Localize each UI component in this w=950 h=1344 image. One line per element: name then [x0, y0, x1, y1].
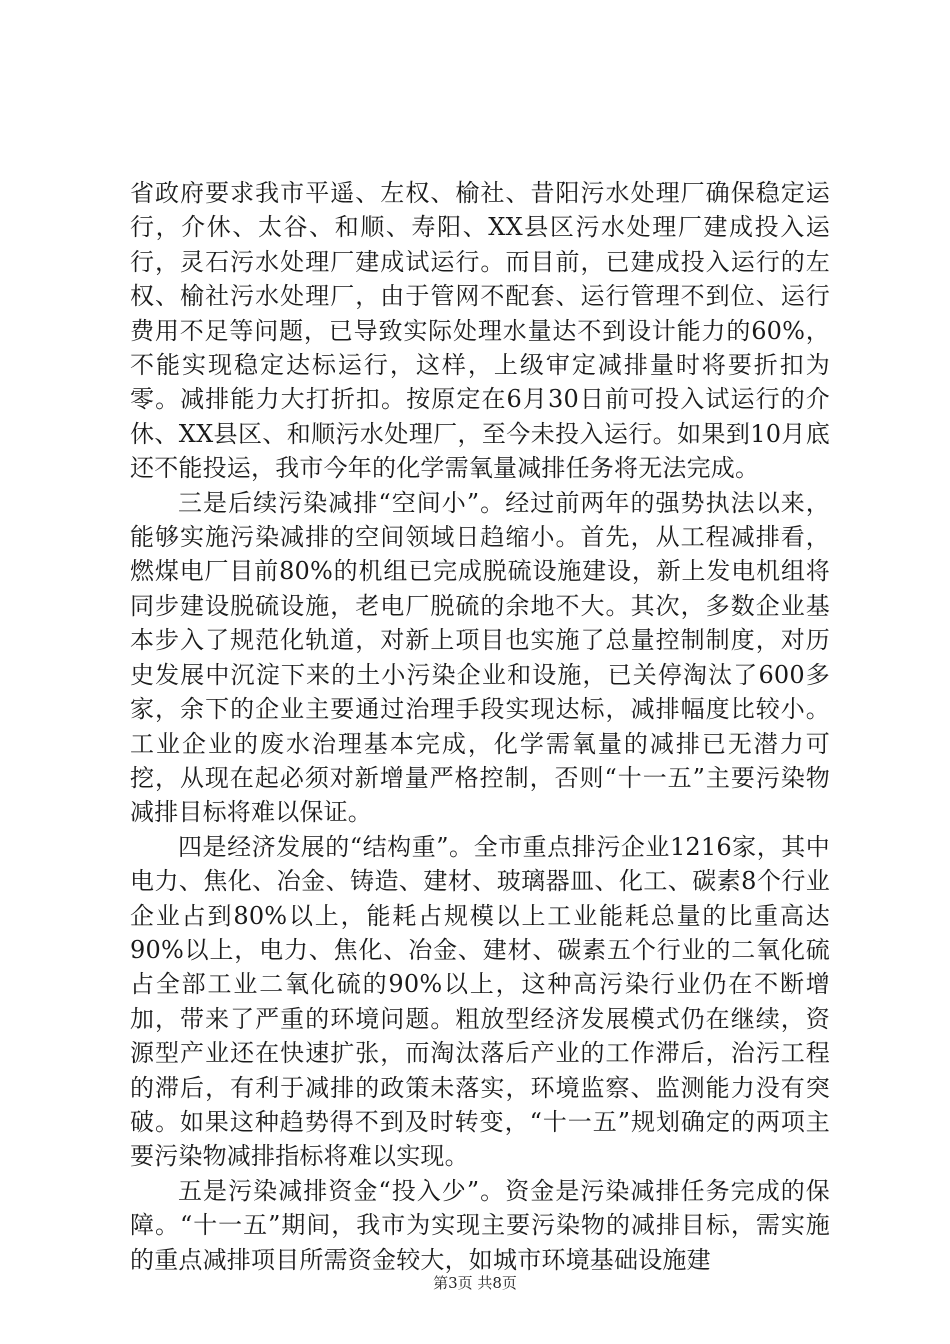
paragraph-continued: 省政府要求我市平遥、左权、榆社、昔阳污水处理厂确保稳定运行，介休、太谷、和顺、寿阳、XX县区污水处理厂建成投入运行，灵石污水处理厂建成试运行。而目前，已建成投入运行的左权、榆社污水处理厂，由于管网不配套、运行管理不到位、运行费用不足等问题，已导致实际处理水量达不到设计能力的60%，不能实现稳定达标运行，这样，上级审定减排量时将要折扣为零。减排能力大打折扣。按原定在6月30日前可投入试运行的介休、XX县区、和顺污水处理厂，至今未投入运行。如果到10月底还不能投运，我市今年的化学需氧量减排任务将无法完成。 [130, 179, 830, 483]
paragraph-4: 四是经济发展的“结构重”。全市重点排污企业1216家，其中电力、焦化、冶金、铸造、建材、玻璃器皿、化工、碳素8个行业企业占到80%以上，能耗占规模以上工业能耗总量的比重高达90%以上，电力、焦化、冶金、建材、碳素五个行业的二氧化硫占全部工业二氧化硫的90%以上，这种高污染行业仍在不断增加，带来了严重的环境问题。粗放型经济发展模式仍在继续，资源型产业还在快速扩张，而淘汰落后产业的工作滞后，治污工程的滞后，有利于减排的政策未落实，环境监察、监测能力没有突破。如果这种趋势得不到及时转变，“十一五”规划确定的两项主要污染物减排指标将难以实现。 [130, 832, 830, 1171]
document-body [130, 176, 830, 1277]
paragraph-3: 三是后续污染减排“空间小”。经过前两年的强势执法以来，能够实施污染减排的空间领域日趋缩小。首先，从工程减排看，燃煤电厂目前80%的机组已完成脱硫设施建设，新上发电机组将同步建设脱硫设施，老电厂脱硫的余地不大。其次，多数企业基本步入了规范化轨道，对新上项目也实施了总量控制制度，对历史发展中沉淀下来的土小污染企业和设施，已关停淘汰了600多家，余下的企业主要通过治理手段实现达标，减排幅度比较小。工业企业的废水治理基本完成，化学需氧量的减排已无潜力可挖，从现在起必须对新增量严格控制，否则“十一五”主要污染物减排目标将难以保证。 [130, 488, 830, 827]
paragraph-5: 五是污染减排资金“投入少”。资金是污染减排任务完成的保障。“十一五”期间，我市为实现主要污染物的减排目标，需实施的重点减排项目所需资金较大，如城市环境基础设施建 [130, 1176, 830, 1274]
page-number-footer: 第3页 共8页 [433, 1274, 517, 1292]
